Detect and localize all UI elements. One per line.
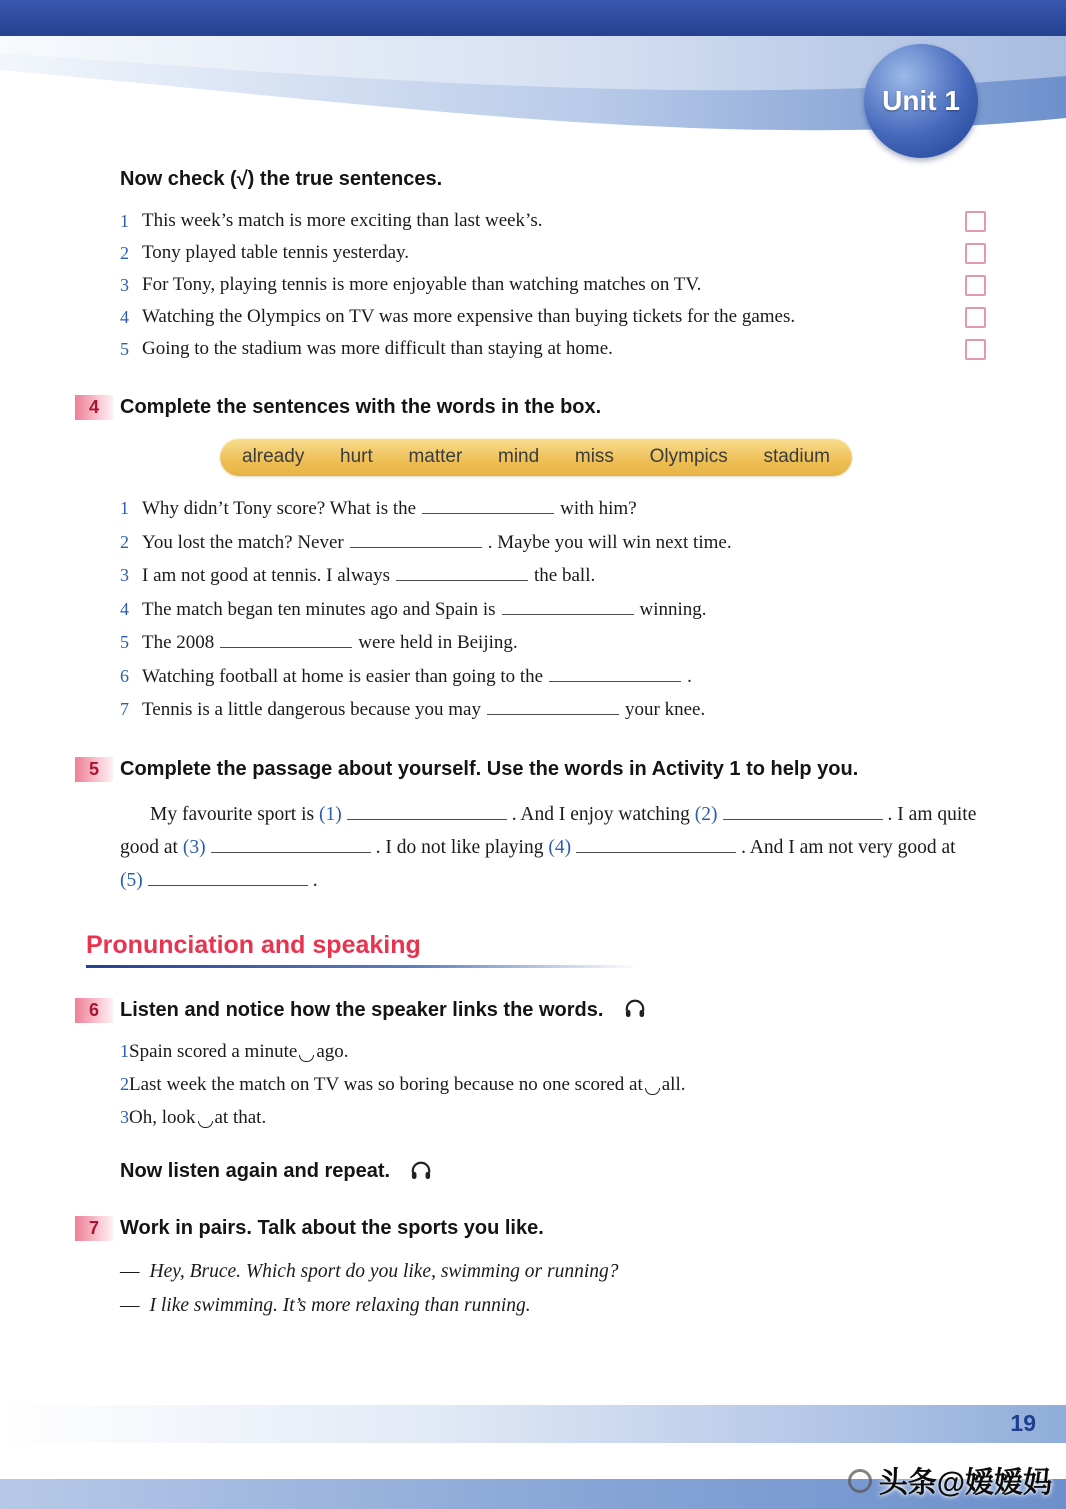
passage-text: . I do not like playing — [375, 836, 549, 858]
linking-arc — [645, 1088, 660, 1095]
activity-number-badge: 5 — [75, 757, 113, 782]
item-text: Watching the Olympics on TV was more expensive than buying tickets for the games. — [142, 306, 796, 327]
check-section-title: Now check (√) the true sentences. — [120, 168, 443, 190]
fill-sentence — [120, 593, 986, 627]
sentence-post: all. — [661, 1074, 686, 1095]
sentence-post: were held in Beijing. — [358, 632, 518, 653]
sentence-pre: You lost the match? Never — [142, 531, 344, 553]
fill-blank[interactable] — [396, 565, 528, 581]
checkbox[interactable] — [965, 211, 986, 232]
word-box — [220, 438, 852, 476]
fill-blank[interactable] — [549, 666, 681, 682]
blank-number: (1) — [318, 803, 342, 825]
fill-sentence — [120, 526, 986, 560]
dialogue-text: Hey, Bruce. Which sport do you like, swimming or running? — [149, 1261, 619, 1282]
watermark-text: 头条@嫒嫒妈 — [878, 1467, 1052, 1499]
sentence-post: at that. — [214, 1107, 267, 1128]
fill-sentence — [120, 693, 986, 727]
item-number: 3 — [120, 275, 129, 295]
passage-text: . And I enjoy watching — [511, 803, 695, 825]
passage-text: . And I am not very good at — [741, 836, 956, 858]
check-item — [120, 237, 986, 269]
dialogue-line — [120, 1255, 986, 1289]
activity4-title: Complete the sentences with the words in the box. — [120, 396, 602, 418]
passage-blank[interactable] — [211, 837, 371, 853]
dialogue-text: I like swimming. It’s more relaxing than running. — [149, 1295, 531, 1316]
fill-sentence — [120, 660, 986, 694]
sentence-pre: Last week the match on TV was so boring because no one scored at — [129, 1074, 643, 1095]
activity5-heading — [75, 757, 986, 782]
item-number: 1 — [120, 1041, 129, 1061]
activity-number-badge: 7 — [75, 1216, 113, 1241]
fill-sentence — [120, 559, 986, 593]
sentence-post: ago. — [316, 1041, 349, 1062]
item-number: 2 — [120, 531, 129, 552]
linking-sentence — [120, 1068, 986, 1101]
word-box-word: mind — [498, 446, 540, 467]
dialogue-dash: — — [120, 1295, 140, 1316]
activity4-heading — [75, 395, 986, 420]
word-box-word: stadium — [763, 446, 830, 467]
item-number: 4 — [120, 307, 129, 327]
check-list — [120, 205, 986, 365]
top-navy-bar — [0, 0, 1066, 36]
passage-text: . — [312, 869, 318, 891]
checkbox[interactable] — [965, 243, 986, 264]
unit-badge — [864, 44, 978, 158]
word-box-word: matter — [408, 446, 463, 467]
sentence-pre: The match began ten minutes ago and Spain is — [142, 598, 496, 620]
item-number: 5 — [120, 339, 129, 359]
activity5-passage — [120, 798, 980, 897]
activity7-heading — [75, 1216, 986, 1241]
listen-repeat-label: Now listen again and repeat. — [120, 1160, 391, 1182]
sentence-pre: Spain scored a minute — [129, 1041, 298, 1062]
dialogue-line — [120, 1289, 986, 1323]
passage-blank[interactable] — [347, 804, 507, 820]
passage-blank[interactable] — [148, 870, 308, 886]
sentence-post: with him? — [560, 498, 637, 519]
sentence-post: . — [687, 665, 692, 687]
activity5-title: Complete the passage about yourself. Use the words in Activity 1 to help you. — [120, 757, 859, 780]
check-item — [120, 333, 986, 365]
item-number: 6 — [120, 665, 129, 686]
linking-arc — [198, 1121, 213, 1128]
page-number: 19 — [1010, 1410, 1036, 1436]
fill-blank[interactable] — [502, 599, 634, 615]
passage-blank[interactable] — [576, 837, 736, 853]
item-text: This week’s match is more exciting than last week’s. — [142, 210, 543, 231]
checkbox[interactable] — [965, 307, 986, 328]
sentence-pre: Why didn’t Tony score? What is the — [142, 498, 417, 519]
item-number: 2 — [120, 1074, 129, 1094]
passage-blank[interactable] — [723, 804, 883, 820]
item-text: Going to the stadium was more difficult than staying at home. — [142, 338, 613, 359]
activity7-title: Work in pairs. Talk about the sports you like. — [120, 1217, 544, 1239]
word-box-word: already — [242, 446, 305, 467]
sentence-pre: Oh, look — [129, 1107, 196, 1128]
word-box-word: Olympics — [649, 446, 728, 467]
blank-number: (4) — [548, 836, 572, 858]
linking-arc — [299, 1055, 314, 1062]
activity6-sentences — [120, 1035, 986, 1134]
activity-number-badge: 6 — [75, 998, 113, 1023]
item-number: 5 — [120, 632, 129, 652]
fill-blank[interactable] — [422, 498, 554, 514]
sentence-post: . Maybe you will win next time. — [487, 531, 732, 553]
sentence-pre: I am not good at tennis. I always — [142, 565, 391, 586]
fill-blank[interactable] — [220, 632, 352, 648]
activity6-heading — [75, 998, 986, 1023]
check-item — [120, 269, 986, 301]
blank-number: (3) — [182, 836, 206, 858]
sentence-pre: Tennis is a little dangerous because you may — [142, 699, 481, 720]
listen-repeat-heading — [120, 1160, 986, 1186]
fill-sentence — [120, 626, 986, 660]
linking-sentence — [120, 1035, 986, 1068]
dialogue-dash: — — [120, 1261, 140, 1282]
item-number: 2 — [120, 243, 129, 263]
item-text: Tony played table tennis yesterday. — [142, 242, 410, 263]
passage-text: . I am quite good at — [120, 803, 977, 858]
item-number: 7 — [120, 699, 129, 719]
sentence-pre: Watching football at home is easier than going to the — [142, 665, 544, 687]
word-box-word: miss — [574, 446, 614, 467]
check-item — [120, 205, 986, 237]
fill-sentence — [120, 492, 986, 526]
pronunciation-underline — [86, 965, 638, 969]
activity7-dialogue — [120, 1255, 986, 1323]
watermark — [848, 1460, 1052, 1501]
passage-text: My favourite sport is — [150, 803, 319, 825]
check-item — [120, 301, 986, 333]
linking-sentence — [120, 1101, 986, 1134]
headphones-icon — [410, 1160, 432, 1186]
activity4-sentences — [120, 492, 986, 727]
blank-number: (5) — [120, 869, 143, 891]
footer-gradient-bar — [0, 1405, 1066, 1443]
blank-number: (2) — [694, 803, 718, 825]
fill-blank[interactable] — [487, 699, 619, 715]
headphones-icon — [624, 998, 646, 1023]
sentence-post: winning. — [639, 598, 707, 620]
activity-number-badge: 4 — [75, 395, 113, 420]
item-number: 1 — [120, 498, 129, 518]
sentence-post: the ball. — [534, 565, 596, 586]
item-number: 3 — [120, 565, 129, 585]
checkbox[interactable] — [965, 275, 986, 296]
pronunciation-section-title: Pronunciation and speaking — [86, 930, 421, 959]
sentence-pre: The 2008 — [142, 632, 215, 653]
item-text: For Tony, playing tennis is more enjoyable than watching matches on TV. — [142, 274, 702, 295]
fill-blank[interactable] — [350, 532, 482, 548]
word-box-word: hurt — [340, 446, 373, 467]
watermark-logo-icon — [848, 1469, 872, 1493]
checkbox[interactable] — [965, 339, 986, 360]
unit-badge-label: Unit 1 — [882, 85, 960, 116]
activity6-title: Listen and notice how the speaker links the words. — [120, 999, 604, 1021]
item-number: 4 — [120, 598, 129, 619]
item-number: 1 — [120, 211, 129, 231]
page-content — [86, 168, 986, 1323]
item-number: 3 — [120, 1107, 129, 1127]
sentence-post: your knee. — [625, 699, 706, 720]
